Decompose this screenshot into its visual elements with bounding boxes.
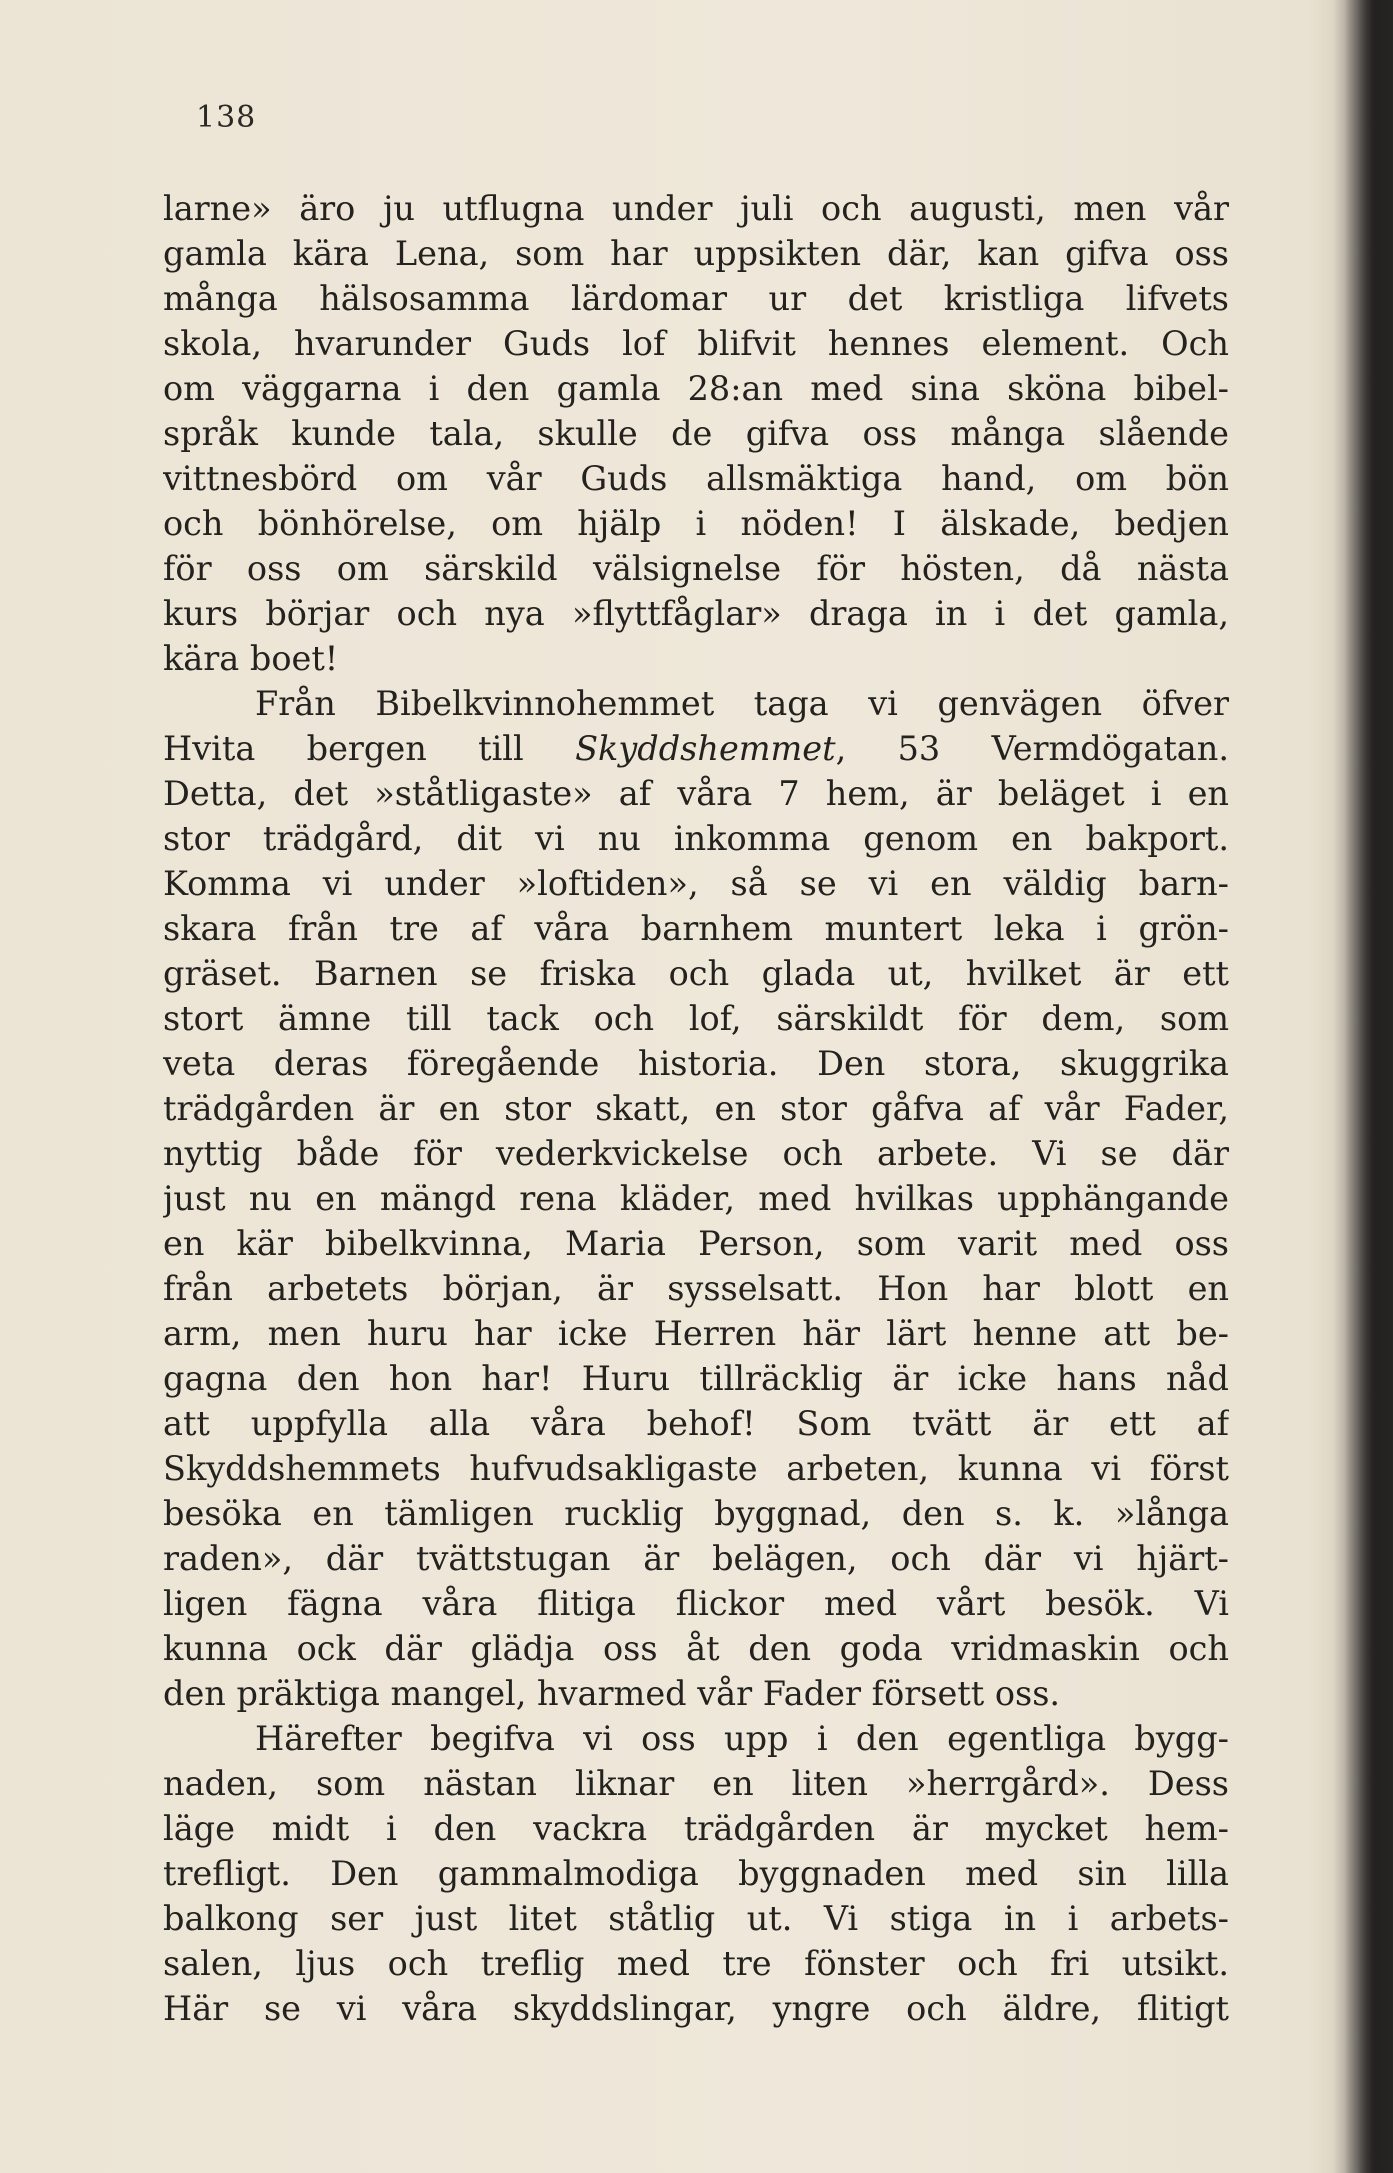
text-line: Skyddshemmets hufvudsakligaste arbeten, kunna vi först: [163, 1449, 1229, 1488]
text-line: från arbetets början, är sysselsatt. Hon har blott en: [163, 1269, 1229, 1308]
text-line: veta deras föregående historia. Den stora, skuggrika: [163, 1044, 1229, 1083]
text-line: kurs börjar och nya »flyttfåglar» draga in i det gamla,: [163, 594, 1229, 633]
text-line: raden», där tvättstugan är belägen, och där vi hjärt-: [163, 1539, 1229, 1578]
text-line: gamla kära Lena, som har uppsikten där, kan gifva oss: [163, 234, 1229, 273]
text-line: stort ämne till tack och lof, särskildt för dem, som: [163, 999, 1229, 1038]
text-line: om väggarna i den gamla 28:an med sina sköna bibel-: [163, 369, 1229, 408]
text-line: ligen fägna våra flitiga flickor med vårt besök. Vi: [163, 1584, 1229, 1623]
italic-place-name: Skyddshemmet: [575, 729, 836, 768]
text-line: Här se vi våra skyddslingar, yngre och äldre, flitigt: [163, 1989, 1229, 2028]
text-line: nyttig både för vederkvickelse och arbete. Vi se där: [163, 1134, 1229, 1173]
body-text: [163, 186, 1229, 2031]
text-line: många hälsosamma lärdomar ur det kristliga lifvets: [163, 279, 1229, 318]
text-line: Komma vi under »loftiden», så se vi en väldig barn-: [163, 864, 1229, 903]
text-line: Detta, det »ståtligaste» af våra 7 hem, är beläget i en: [163, 774, 1229, 813]
text-line: gagna den hon har! Huru tillräcklig är icke hans nåd: [163, 1359, 1229, 1398]
text-line: Härefter begifva vi oss upp i den egentliga bygg-: [255, 1719, 1229, 1758]
text-line: larne» äro ju utflugna under juli och augusti, men vår: [163, 189, 1229, 228]
text-line: och bönhörelse, om hjälp i nöden! I älskade, bedjen: [163, 504, 1229, 543]
text-line: vittnesbörd om vår Guds allsmäktiga hand, om bön: [163, 459, 1229, 498]
text-line: den präktiga mangel, hvarmed vår Fader försett oss.: [163, 1674, 1061, 1713]
text-line: kära boet!: [163, 639, 339, 678]
text-line: för oss om särskild välsignelse för hösten, då nästa: [163, 549, 1229, 588]
text-line: balkong ser just litet ståtlig ut. Vi stiga in i arbets-: [163, 1899, 1229, 1938]
text-line: att uppfylla alla våra behof! Som tvätt är ett af: [163, 1404, 1229, 1443]
text-line: en kär bibelkvinna, Maria Person, som varit med oss: [163, 1224, 1229, 1263]
text-line: gräset. Barnen se friska och glada ut, hvilket är ett: [163, 954, 1229, 993]
text-line: just nu en mängd rena kläder, med hvilkas upphängande: [163, 1179, 1229, 1218]
text-line: trädgården är en stor skatt, en stor gåfva af vår Fader,: [163, 1089, 1229, 1128]
text-line: skara från tre af våra barnhem muntert leka i grön-: [163, 909, 1229, 948]
page-number: 138: [196, 100, 257, 135]
text-line: salen, ljus och treflig med tre fönster och fri utsikt.: [163, 1944, 1229, 1983]
text-line: stor trädgård, dit vi nu inkomma genom en bakport.: [163, 819, 1229, 858]
text-line: Hvita bergen till Skyddshemmet, 53 Vermdögatan.: [163, 729, 1229, 768]
text-line: skola, hvarunder Guds lof blifvit hennes element. Och: [163, 324, 1229, 363]
text-line: språk kunde tala, skulle de gifva oss många slående: [163, 414, 1229, 453]
text-line: trefligt. Den gammalmodiga byggnaden med sin lilla: [163, 1854, 1229, 1893]
text-line: arm, men huru har icke Herren här lärt henne att be-: [163, 1314, 1229, 1353]
text-line: läge midt i den vackra trädgården är mycket hem-: [163, 1809, 1229, 1848]
text-line: besöka en tämligen rucklig byggnad, den s. k. »långa: [163, 1494, 1229, 1533]
text-line: Från Bibelkvinnohemmet taga vi genvägen öfver: [255, 684, 1229, 723]
text-line: naden, som nästan liknar en liten »herrgård». Dess: [163, 1764, 1229, 1803]
text-line: kunna ock där glädja oss åt den goda vridmaskin och: [163, 1629, 1229, 1668]
page-edge-shadow: [1333, 0, 1393, 2173]
